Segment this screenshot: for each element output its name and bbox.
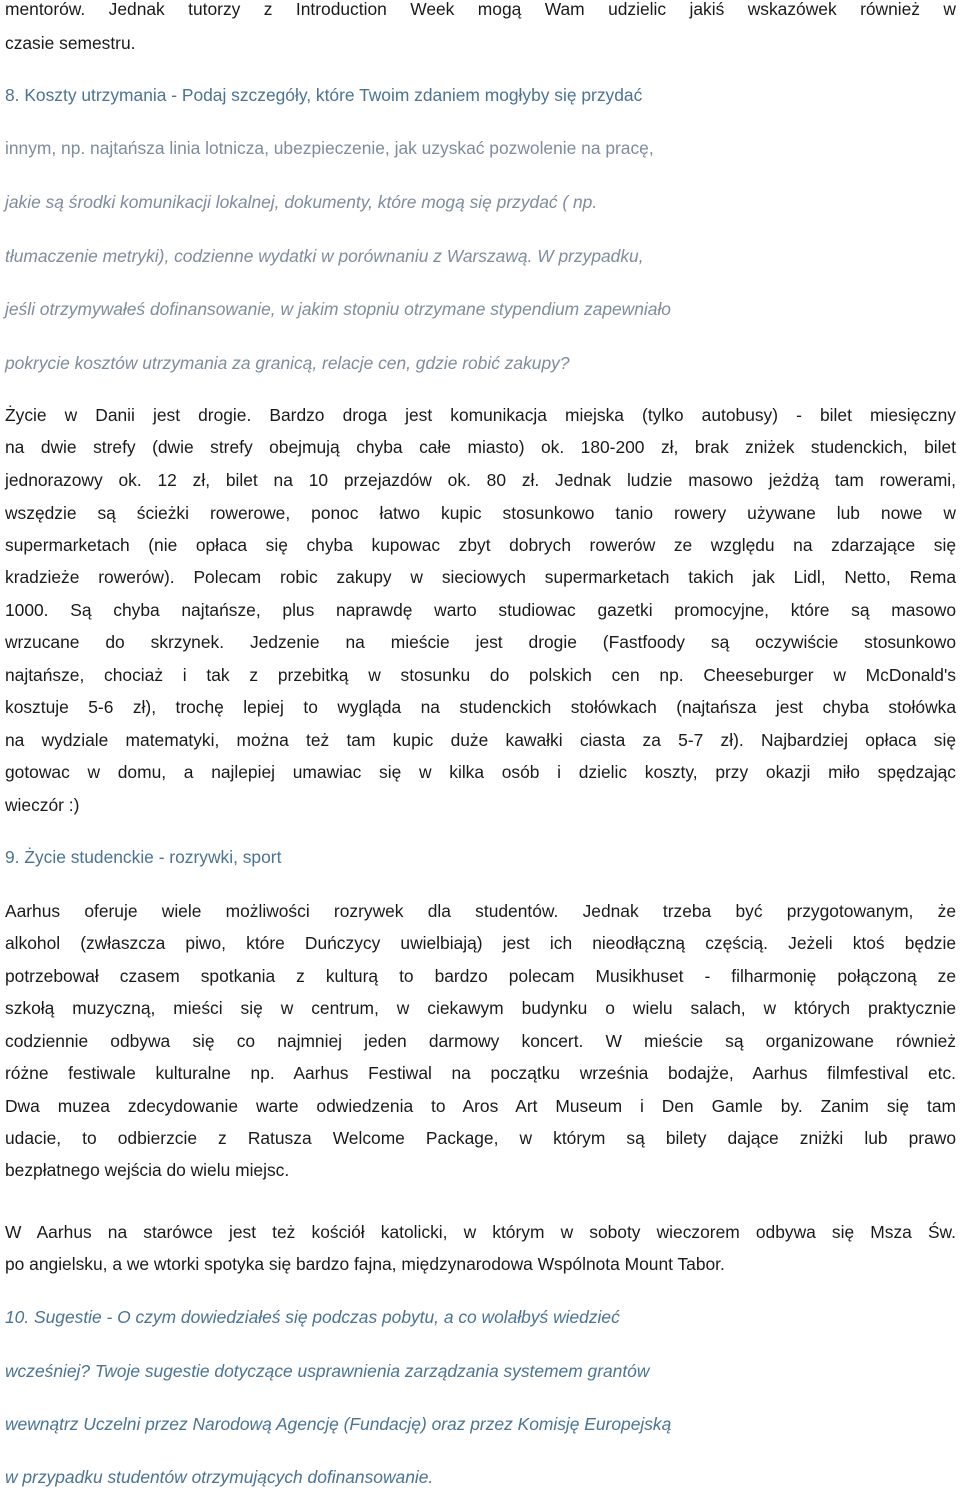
question-9-heading: 9. Życie studenckie - rozrywki, sport <box>5 847 282 867</box>
question-8-heading: 8. Koszty utrzymania - Podaj szczegóły, które Twoim zdaniem mogłyby się przydać <box>5 85 643 105</box>
question-10-line: wcześniej? Twoje sugestie dotyczące usprawnienia zarządzania systemem grantów <box>5 1361 650 1381</box>
answer-9-line: bezpłatnego wejścia do wielu miejsc. <box>5 1160 290 1180</box>
answer-9-line: szkołą muzyczną, mieści się w centrum, w ciekawym budynku o wielu salach, w których praktycznie <box>5 998 956 1018</box>
question-8-line: jakie są środki komunikacji lokalnej, dokumenty, które mogą się przydać ( np. <box>5 192 598 212</box>
answer-9-line: Dwa muzea zdecydowanie warte odwiedzenia to Aros Art Museum i Den Gamle by. Zanim się tam <box>5 1096 956 1116</box>
question-10-line: wewnątrz Uczelni przez Narodową Agencję (Fundację) oraz przez Komisję Europejską <box>5 1414 672 1434</box>
question-8-line: pokrycie kosztów utrzymania za granicą, relacje cen, gdzie robić zakupy? <box>5 353 570 373</box>
answer-8-line: najtańsze, chociaż i tak z przebitką w stosunku do polskich cen np. Cheeseburger w McDonald's <box>5 665 956 685</box>
intro-line: mentorów. Jednak tutorzy z Introduction Week mogą Wam udzielic jakiś wskazówek również w <box>5 0 956 19</box>
answer-8-line: Życie w Danii jest drogie. Bardzo droga jest komunikacja miejska (tylko autobusy) - bilet miesięczny <box>5 405 956 425</box>
question-8-line: innym, np. najtańsza linia lotnicza, ubezpieczenie, jak uzyskać pozwolenie na pracę, <box>5 138 654 158</box>
answer-9-line: udacie, to odbierzcie z Ratusza Welcome Package, w którym są bilety dające zniżki lub prawo <box>5 1128 956 1148</box>
answer-8-line: kradzieże rowerów). Polecam robic zakupy w sieciowych supermarketach takich jak Lidl, Netto, Rema <box>5 567 956 587</box>
answer-8-line: gotowac w domu, a najlepiej umawiac się w kilka osób i dzielic koszty, przy okazji miło spędzając <box>5 762 956 782</box>
answer-9-line: W Aarhus na starówce jest też kościół katolicki, w którym w soboty wieczorem odbywa się Msza Św. <box>5 1222 956 1242</box>
answer-8-line: na dwie strefy (dwie strefy obejmują chyba całe miasto) ok. 180-200 zł, brak zniżek studenckich, bilet <box>5 437 956 457</box>
question-10-line: w przypadku studentów otrzymujących dofinansowanie. <box>5 1467 434 1487</box>
answer-9-line: po angielsku, a we wtorki spotyka się bardzo fajna, międzynarodowa Wspólnota Mount Tabor. <box>5 1254 725 1274</box>
question-8-line: jeśli otrzymywałeś dofinansowanie, w jakim stopniu otrzymane stypendium zapewniało <box>5 299 671 319</box>
answer-8-line: supermarketach (nie opłaca się chyba kupowac zbyt dobrych rowerów ze względu na zdarzające się <box>5 535 956 555</box>
answer-9-line: Aarhus oferuje wiele możliwości rozrywek dla studentów. Jednak trzeba być przygotowanym, że <box>5 901 956 921</box>
answer-8-line: wrzucane do skrzynek. Jedzenie na mieście jest drogie (Fastfoody są oczywiście stosunkowo <box>5 632 956 652</box>
answer-8-line: 1000. Są chyba najtańsze, plus naprawdę warto studiowac gazetki promocyjne, które są masowo <box>5 600 956 620</box>
answer-8-line: wszędzie są ścieżki rowerowe, ponoc łatwo kupic stosunkowo tanio rowery używane lub nowe w <box>5 503 956 523</box>
answer-9-line: różne festiwale kulturalne np. Aarhus Festiwal na początku września bodajże, Aarhus filmfestival etc. <box>5 1063 956 1083</box>
answer-9-line: potrzebował czasem spotkania z kulturą to bardzo polecam Musikhuset - filharmonię połączoną ze <box>5 966 956 986</box>
answer-8-line: kosztuje 5-6 zł), trochę lepiej to wygląda na studenckich stołówkach (najtańsza jest chyba stołówka <box>5 697 956 717</box>
answer-8-line: wieczór :) <box>5 795 80 815</box>
answer-8-line: na wydziale matematyki, można też tam kupic duże kawałki ciasta za 5-7 zł). Najbardziej opłaca się <box>5 730 956 750</box>
answer-8-line: jednorazowy ok. 12 zł, bilet na 10 przejazdów ok. 80 zł. Jednak ludzie masowo jeżdżą tam rowerami, <box>5 470 956 490</box>
question-8-line: tłumaczenie metryki), codzienne wydatki w porównaniu z Warszawą. W przypadku, <box>5 246 644 266</box>
answer-9-line: codziennie odbywa się co najmniej jeden darmowy koncert. W mieście są organizowane również <box>5 1031 956 1051</box>
question-10-heading: 10. Sugestie - O czym dowiedziałeś się podczas pobytu, a co wolałbyś wiedzieć <box>5 1307 620 1327</box>
intro-line: czasie semestru. <box>5 33 136 53</box>
answer-9-line: alkohol (zwłaszcza piwo, które Duńczycy uwielbiają) jest ich nieodłączną częścią. Jeżeli ktoś będzie <box>5 933 956 953</box>
